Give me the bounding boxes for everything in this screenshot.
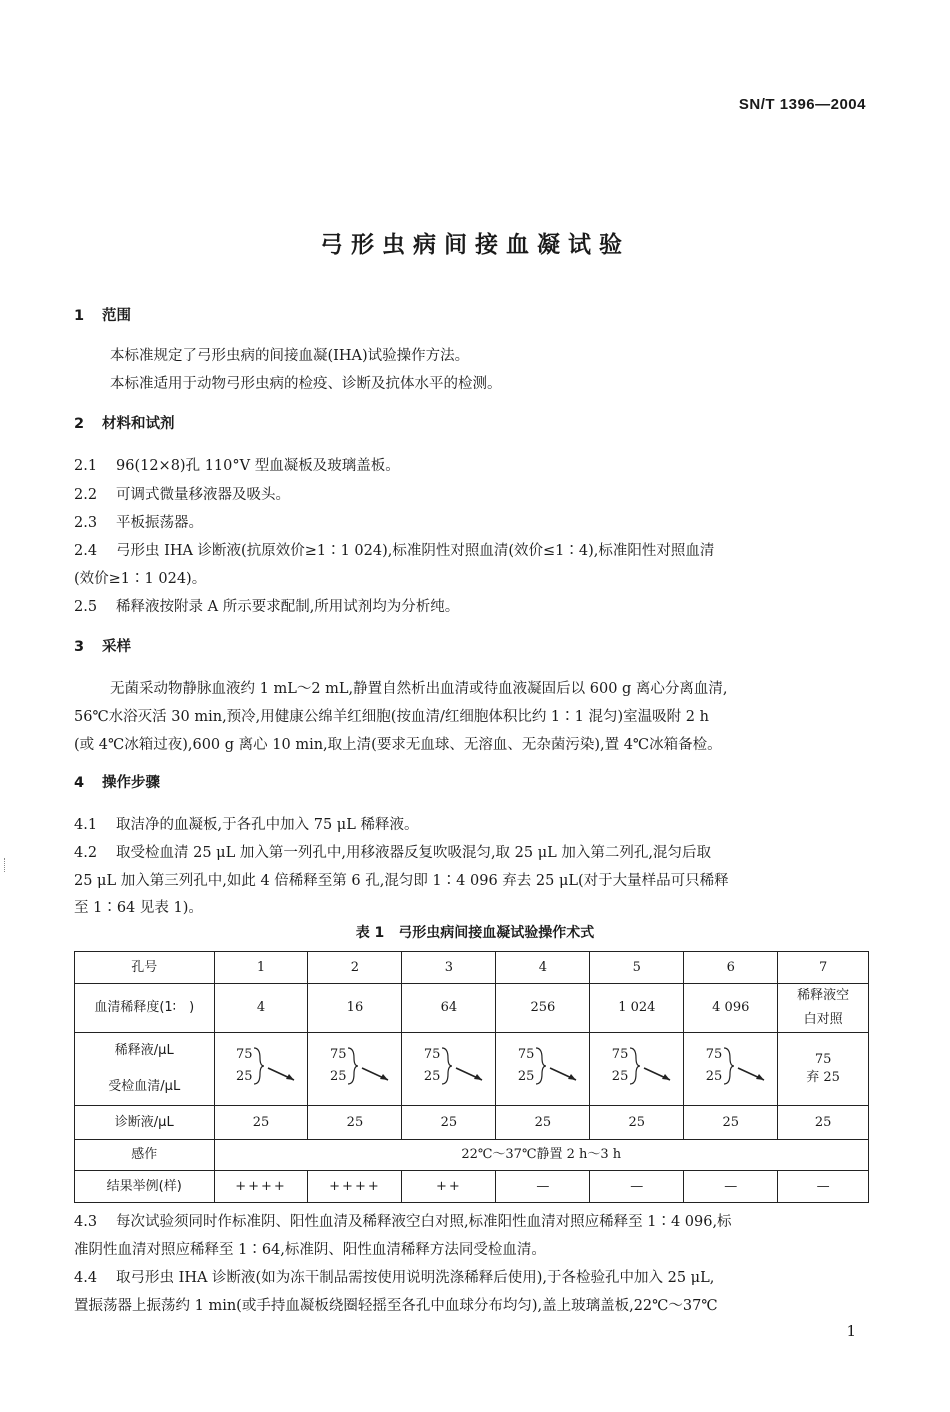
section-3-line-1: 无菌采动物静脉血液约 1 mL～2 mL,静置自然析出血清或待血液凝固后以 600 g 离心分离血清, (110, 681, 728, 697)
section-4-heading: 4 操作步骤 (74, 775, 160, 791)
procedure-table (74, 951, 869, 1203)
scan-edge-mark (4, 858, 7, 872)
diagnostic-cell: 25 (308, 1106, 402, 1140)
clause-4-4: 4.4 取弓形虫 IHA 诊断液(如为冻干制品需按使用说明洗涤稀释后使用),于各检验孔中加入 25 μL, (74, 1270, 715, 1286)
table-row-dilution (75, 984, 869, 1033)
row-label-serum: 受检血清/μL (108, 1079, 181, 1094)
transfer-arrow-icon (440, 1044, 488, 1088)
result-cell: — (778, 1171, 869, 1203)
diagnostic-cell: 25 (214, 1106, 308, 1140)
clause-2-5: 2.5 稀释液按附录 A 所示要求配制,所用试剂均为分析纯。 (74, 599, 460, 615)
hole-cell: 1 (214, 952, 308, 984)
mix-cell: 75 25 (590, 1033, 684, 1106)
diagnostic-cell: 25 (402, 1106, 496, 1140)
result-cell: ++++ (308, 1171, 402, 1203)
hole-cell: 5 (590, 952, 684, 984)
result-cell: — (590, 1171, 684, 1203)
clause-4-2-continued-2: 至 1∶64 见表 1)。 (74, 900, 203, 916)
hole-cell: 7 (778, 952, 869, 984)
clause-2-3: 2.3 平板振荡器。 (74, 515, 203, 531)
page-number: 1 (846, 1322, 856, 1340)
table-row-hole (75, 952, 869, 984)
dilution-cell: 4 (214, 984, 308, 1033)
clause-4-4-continued: 置振荡器上振荡约 1 min(或手持血凝板绕圈轻摇至各孔中血球分布均匀),盖上玻璃盖板,22℃～37℃ (74, 1298, 718, 1314)
sensitize-cell: 22℃～37℃静置 2 h～3 h (214, 1140, 868, 1171)
table-row-result (75, 1171, 869, 1203)
diagnostic-cell: 25 (496, 1106, 590, 1140)
mix-cell: 75 25 (214, 1033, 308, 1106)
result-cell: — (684, 1171, 778, 1203)
section-3-line-2: 56℃水浴灭活 30 min,预冷,用健康公绵羊红细胞(按血清/红细胞体积比约 1∶1 混匀)室温吸附 2 h (74, 709, 709, 725)
diagnostic-cell: 25 (778, 1106, 869, 1140)
dilution-cell: 1 024 (590, 984, 684, 1033)
diagnostic-cell: 25 (590, 1106, 684, 1140)
row-label-diluent: 稀释液/μL (114, 1043, 174, 1058)
clause-4-2-continued-1: 25 μL 加入第三列孔中,如此 4 倍稀释至第 6 孔,混匀即 1∶4 096 弃去 25 μL(对于大量样品可只稀释 (74, 873, 729, 889)
section-3-line-3: (或 4℃冰箱过夜),600 g 离心 10 min,取上清(要求无血球、无溶血、无杂菌污染),置 4℃冰箱备检。 (74, 737, 722, 753)
dilution-cell: 256 (496, 984, 590, 1033)
result-cell: — (496, 1171, 590, 1203)
clause-2-2: 2.2 可调式微量移液器及吸头。 (74, 487, 290, 503)
clause-2-4: 2.4 弓形虫 IHA 诊断液(抗原效价≥1∶1 024),标准阴性对照血清(效价≤1∶4),标准阳性对照血清 (74, 543, 715, 559)
clause-4-1: 4.1 取洁净的血凝板,于各孔中加入 75 μL 稀释液。 (74, 817, 419, 833)
row-label-result: 结果举例(样) (75, 1171, 215, 1203)
dilution-cell: 16 (308, 984, 402, 1033)
transfer-arrow-icon (722, 1044, 770, 1088)
table-row-diagnostic (75, 1106, 869, 1140)
document-title: 弓形虫病间接血凝试验 (320, 232, 630, 258)
mix-cell: 75 25 (308, 1033, 402, 1106)
clause-4-2: 4.2 取受检血清 25 μL 加入第一列孔中,用移液器反复吹吸混匀,取 25 μL 加入第二列孔,混匀后取 (74, 845, 711, 861)
section-1-heading: 1 范围 (74, 308, 131, 324)
transfer-arrow-icon (534, 1044, 582, 1088)
row-label-sensitize: 感作 (75, 1140, 215, 1171)
transfer-arrow-icon (628, 1044, 676, 1088)
transfer-arrow-icon (252, 1044, 300, 1088)
section-2-heading: 2 材料和试剂 (74, 416, 175, 432)
table-row-mix (75, 1033, 869, 1106)
hole-cell: 2 (308, 952, 402, 984)
mix-cell: 75 25 (684, 1033, 778, 1106)
hole-cell: 3 (402, 952, 496, 984)
clause-4-3: 4.3 每次试验须同时作标准阴、阳性血清及稀释液空白对照,标准阳性血清对照应稀释至 1∶4 096,标 (74, 1214, 732, 1230)
dilution-cell: 64 (402, 984, 496, 1033)
dilution-cell: 4 096 (684, 984, 778, 1033)
section-1-para-2: 本标准适用于动物弓形虫病的检疫、诊断及抗体水平的检测。 (110, 376, 502, 392)
section-1-para-1: 本标准规定了弓形虫病的间接血凝(IHA)试验操作方法。 (110, 348, 470, 364)
table-caption: 表 1 弓形虫病间接血凝试验操作术式 (355, 925, 595, 941)
row-label-hole: 孔号 (75, 952, 215, 984)
mix-cell-control: 75 弃 25 (778, 1033, 869, 1106)
row-label-dilution: 血清稀释度(1∶ ) (75, 984, 215, 1033)
blank-control-cell: 稀释液空 白对照 (778, 984, 869, 1033)
table-row-sensitize (75, 1140, 869, 1171)
transfer-arrow-icon (346, 1044, 394, 1088)
clause-4-3-continued: 准阴性血清对照应稀释至 1∶64,标准阴、阳性血清稀释方法同受检血清。 (74, 1242, 546, 1258)
diagnostic-cell: 25 (684, 1106, 778, 1140)
result-cell: ++++ (214, 1171, 308, 1203)
row-label-diagnostic: 诊断液/μL (75, 1106, 215, 1140)
mix-cell: 75 25 (496, 1033, 590, 1106)
clause-2-1: 2.1 96(12×8)孔 110°V 型血凝板及玻璃盖板。 (74, 458, 400, 474)
clause-2-4-continued: (效价≥1∶1 024)。 (74, 571, 207, 587)
result-cell: ++ (402, 1171, 496, 1203)
hole-cell: 4 (496, 952, 590, 984)
section-3-heading: 3 采样 (74, 639, 131, 655)
mix-cell: 75 25 (402, 1033, 496, 1106)
hole-cell: 6 (684, 952, 778, 984)
row-label-mix (75, 1033, 215, 1106)
standard-code: SN/T 1396—2004 (738, 96, 866, 113)
